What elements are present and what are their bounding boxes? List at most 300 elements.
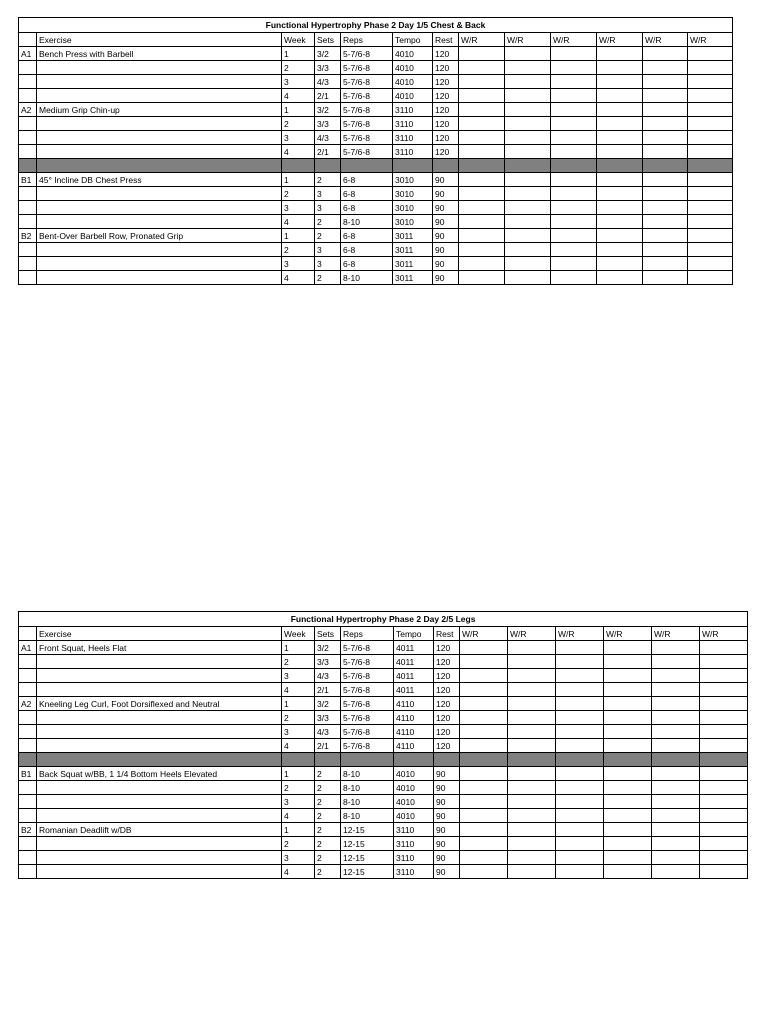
table-cell xyxy=(341,753,394,767)
weight-reps-cell[interactable] xyxy=(459,243,505,257)
weight-reps-cell[interactable] xyxy=(652,655,700,669)
weight-reps-cell[interactable] xyxy=(556,865,604,879)
weight-reps-cell[interactable] xyxy=(643,47,688,61)
table-cell xyxy=(341,159,393,173)
column-header: Exercise xyxy=(37,33,282,47)
weight-reps-cell[interactable] xyxy=(688,229,733,243)
weight-reps-cell[interactable] xyxy=(652,809,700,823)
weight-reps-cell[interactable] xyxy=(460,683,508,697)
weight-reps-cell[interactable] xyxy=(508,669,556,683)
weight-reps-cell[interactable] xyxy=(556,683,604,697)
weight-reps-cell[interactable] xyxy=(505,117,551,131)
weight-reps-cell[interactable] xyxy=(459,47,505,61)
weight-reps-cell[interactable] xyxy=(459,61,505,75)
weight-reps-cell[interactable] xyxy=(556,809,604,823)
weight-reps-cell[interactable] xyxy=(508,683,556,697)
table-cell: Kneeling Leg Curl, Foot Dorsiflexed and Neutral xyxy=(37,697,282,711)
weight-reps-cell[interactable] xyxy=(643,215,688,229)
weight-reps-cell[interactable] xyxy=(459,159,505,173)
weight-reps-cell[interactable] xyxy=(643,131,688,145)
weight-reps-cell[interactable] xyxy=(700,697,748,711)
weight-reps-cell[interactable] xyxy=(459,187,505,201)
weight-reps-cell[interactable] xyxy=(556,837,604,851)
table-cell xyxy=(37,711,282,725)
weight-reps-cell[interactable] xyxy=(460,767,508,781)
column-header: Week xyxy=(282,627,315,641)
weight-reps-cell[interactable] xyxy=(700,641,748,655)
weight-reps-cell[interactable] xyxy=(459,145,505,159)
weight-reps-cell[interactable] xyxy=(700,823,748,837)
weight-reps-cell[interactable] xyxy=(508,739,556,753)
weight-reps-cell[interactable] xyxy=(551,131,597,145)
weight-reps-cell[interactable] xyxy=(551,103,597,117)
weight-reps-cell[interactable] xyxy=(643,201,688,215)
weight-reps-cell[interactable] xyxy=(597,117,643,131)
weight-reps-cell[interactable] xyxy=(688,243,733,257)
table-cell xyxy=(19,117,37,131)
table-cell: 120 xyxy=(434,641,460,655)
table-cell: 5-7/6-8 xyxy=(341,47,393,61)
weight-reps-cell[interactable] xyxy=(643,243,688,257)
table-cell: 4011 xyxy=(394,641,434,655)
weight-reps-cell[interactable] xyxy=(652,669,700,683)
weight-reps-cell[interactable] xyxy=(459,229,505,243)
weight-reps-cell[interactable] xyxy=(551,75,597,89)
weight-reps-cell[interactable] xyxy=(700,739,748,753)
weight-reps-cell[interactable] xyxy=(459,117,505,131)
table-cell: 1 xyxy=(282,229,315,243)
weight-reps-cell[interactable] xyxy=(643,187,688,201)
table-cell: 3110 xyxy=(394,823,434,837)
weight-reps-cell[interactable] xyxy=(508,641,556,655)
table-cell: 4010 xyxy=(393,89,433,103)
table-cell: 90 xyxy=(434,823,460,837)
table-cell: 6-8 xyxy=(341,243,393,257)
weight-reps-cell[interactable] xyxy=(643,75,688,89)
weight-reps-cell[interactable] xyxy=(597,103,643,117)
weight-reps-cell[interactable] xyxy=(508,725,556,739)
weight-reps-cell[interactable] xyxy=(460,809,508,823)
weight-reps-cell[interactable] xyxy=(700,809,748,823)
table-cell xyxy=(19,795,37,809)
weight-reps-cell[interactable] xyxy=(508,851,556,865)
table-cell: 6-8 xyxy=(341,173,393,187)
weight-reps-cell[interactable] xyxy=(700,669,748,683)
weight-reps-cell[interactable] xyxy=(505,47,551,61)
weight-reps-cell[interactable] xyxy=(505,131,551,145)
weight-reps-cell[interactable] xyxy=(460,711,508,725)
table-cell: 120 xyxy=(433,131,459,145)
table-cell: Back Squat w/BB, 1 1/4 Bottom Heels Elevated xyxy=(37,767,282,781)
weight-reps-cell[interactable] xyxy=(688,145,733,159)
weight-reps-cell[interactable] xyxy=(597,173,643,187)
weight-reps-cell[interactable] xyxy=(688,201,733,215)
table-row xyxy=(19,711,748,725)
weight-reps-cell[interactable] xyxy=(556,711,604,725)
weight-reps-cell[interactable] xyxy=(508,837,556,851)
table-cell: 3/2 xyxy=(315,641,341,655)
weight-reps-cell[interactable] xyxy=(556,641,604,655)
weight-reps-cell[interactable] xyxy=(604,725,652,739)
weight-reps-cell[interactable] xyxy=(700,795,748,809)
weight-reps-cell[interactable] xyxy=(556,739,604,753)
weight-reps-cell[interactable] xyxy=(652,865,700,879)
weight-reps-cell[interactable] xyxy=(688,131,733,145)
weight-reps-cell[interactable] xyxy=(505,61,551,75)
weight-reps-cell[interactable] xyxy=(460,781,508,795)
weight-reps-cell[interactable] xyxy=(508,711,556,725)
weight-reps-cell[interactable] xyxy=(505,89,551,103)
table-cell: 90 xyxy=(433,257,459,271)
table-cell: 5-7/6-8 xyxy=(341,641,394,655)
weight-reps-cell[interactable] xyxy=(652,767,700,781)
weight-reps-cell[interactable] xyxy=(505,271,551,285)
weight-reps-cell[interactable] xyxy=(643,271,688,285)
table-cell xyxy=(19,257,37,271)
table-row xyxy=(19,851,748,865)
weight-reps-cell[interactable] xyxy=(597,61,643,75)
weight-reps-cell[interactable] xyxy=(604,851,652,865)
weight-reps-cell[interactable] xyxy=(688,117,733,131)
weight-reps-cell[interactable] xyxy=(643,229,688,243)
weight-reps-cell[interactable] xyxy=(551,201,597,215)
weight-reps-cell[interactable] xyxy=(556,823,604,837)
weight-reps-cell[interactable] xyxy=(556,781,604,795)
weight-reps-cell[interactable] xyxy=(505,75,551,89)
weight-reps-cell[interactable] xyxy=(688,257,733,271)
table-cell: 3010 xyxy=(393,187,433,201)
weight-reps-cell[interactable] xyxy=(652,641,700,655)
weight-reps-cell[interactable] xyxy=(551,215,597,229)
table-cell: 90 xyxy=(434,781,460,795)
table-cell xyxy=(282,159,315,173)
weight-reps-cell[interactable] xyxy=(688,215,733,229)
weight-reps-cell[interactable] xyxy=(700,865,748,879)
weight-reps-cell[interactable] xyxy=(460,641,508,655)
table-cell: 3 xyxy=(282,725,315,739)
weight-reps-cell[interactable] xyxy=(459,201,505,215)
weight-reps-cell[interactable] xyxy=(508,781,556,795)
weight-reps-cell[interactable] xyxy=(460,697,508,711)
weight-reps-cell[interactable] xyxy=(459,173,505,187)
weight-reps-cell[interactable] xyxy=(597,145,643,159)
table-row xyxy=(19,61,733,75)
weight-reps-cell[interactable] xyxy=(604,655,652,669)
table-cell xyxy=(394,753,434,767)
weight-reps-cell[interactable] xyxy=(551,257,597,271)
weight-reps-cell[interactable] xyxy=(460,865,508,879)
weight-reps-cell[interactable] xyxy=(460,725,508,739)
weight-reps-cell[interactable] xyxy=(688,89,733,103)
table-cell xyxy=(19,669,37,683)
weight-reps-cell[interactable] xyxy=(688,187,733,201)
weight-reps-cell[interactable] xyxy=(508,655,556,669)
weight-reps-cell[interactable] xyxy=(505,187,551,201)
weight-reps-cell[interactable] xyxy=(700,753,748,767)
weight-reps-cell[interactable] xyxy=(688,75,733,89)
table-cell: 90 xyxy=(434,767,460,781)
table-row xyxy=(19,809,748,823)
weight-reps-cell[interactable] xyxy=(700,683,748,697)
weight-reps-cell[interactable] xyxy=(597,159,643,173)
table-row xyxy=(19,669,748,683)
weight-reps-cell[interactable] xyxy=(460,753,508,767)
weight-reps-cell[interactable] xyxy=(508,767,556,781)
weight-reps-cell[interactable] xyxy=(551,173,597,187)
weight-reps-cell[interactable] xyxy=(688,173,733,187)
weight-reps-cell[interactable] xyxy=(505,243,551,257)
weight-reps-cell[interactable] xyxy=(556,795,604,809)
table-cell: 3/2 xyxy=(315,103,341,117)
table-cell: 2 xyxy=(282,187,315,201)
weight-reps-cell[interactable] xyxy=(508,809,556,823)
weight-reps-cell[interactable] xyxy=(508,865,556,879)
weight-reps-cell[interactable] xyxy=(459,271,505,285)
weight-reps-cell[interactable] xyxy=(556,669,604,683)
weight-reps-cell[interactable] xyxy=(508,753,556,767)
table-row xyxy=(19,655,748,669)
column-header: Exercise xyxy=(37,627,282,641)
weight-reps-cell[interactable] xyxy=(459,131,505,145)
weight-reps-cell[interactable] xyxy=(556,655,604,669)
table-cell: 3 xyxy=(282,131,315,145)
weight-reps-cell[interactable] xyxy=(551,47,597,61)
weight-reps-cell[interactable] xyxy=(460,795,508,809)
table-cell: 3 xyxy=(282,851,315,865)
weight-reps-cell[interactable] xyxy=(604,739,652,753)
weight-reps-cell[interactable] xyxy=(460,851,508,865)
weight-reps-cell[interactable] xyxy=(460,837,508,851)
weight-reps-cell[interactable] xyxy=(652,823,700,837)
weight-reps-cell[interactable] xyxy=(551,117,597,131)
weight-reps-cell[interactable] xyxy=(551,187,597,201)
workout-table-day2 xyxy=(18,611,748,879)
table-title-row xyxy=(19,18,733,33)
weight-reps-cell[interactable] xyxy=(597,215,643,229)
table-cell: A1 xyxy=(19,47,37,61)
weight-reps-cell[interactable] xyxy=(597,257,643,271)
weight-reps-cell[interactable] xyxy=(643,89,688,103)
weight-reps-cell[interactable] xyxy=(505,103,551,117)
column-header: Tempo xyxy=(393,33,433,47)
weight-reps-cell[interactable] xyxy=(604,641,652,655)
weight-reps-cell[interactable] xyxy=(700,711,748,725)
table-cell: 120 xyxy=(433,89,459,103)
weight-reps-cell[interactable] xyxy=(652,711,700,725)
table-cell xyxy=(37,61,282,75)
weight-reps-cell[interactable] xyxy=(459,75,505,89)
column-header: Week xyxy=(282,33,315,47)
table-cell: 90 xyxy=(434,837,460,851)
table-cell xyxy=(37,89,282,103)
table-cell: 3 xyxy=(282,257,315,271)
weight-reps-cell[interactable] xyxy=(460,823,508,837)
weight-reps-cell[interactable] xyxy=(597,243,643,257)
weight-reps-cell[interactable] xyxy=(652,753,700,767)
weight-reps-cell[interactable] xyxy=(700,781,748,795)
weight-reps-cell[interactable] xyxy=(643,61,688,75)
weight-reps-cell[interactable] xyxy=(652,697,700,711)
weight-reps-cell[interactable] xyxy=(604,781,652,795)
weight-reps-cell[interactable] xyxy=(459,103,505,117)
table-cell xyxy=(19,837,37,851)
table-row xyxy=(19,271,733,285)
table-cell: 90 xyxy=(434,865,460,879)
table-cell: 3/3 xyxy=(315,655,341,669)
table-cell: 5-7/6-8 xyxy=(341,145,393,159)
weight-reps-cell[interactable] xyxy=(505,145,551,159)
weight-reps-cell[interactable] xyxy=(597,131,643,145)
weight-reps-cell[interactable] xyxy=(505,201,551,215)
weight-reps-cell[interactable] xyxy=(688,103,733,117)
weight-reps-cell[interactable] xyxy=(604,669,652,683)
table-cell: 3110 xyxy=(393,145,433,159)
weight-reps-cell[interactable] xyxy=(688,271,733,285)
table-cell xyxy=(37,809,282,823)
weight-reps-cell[interactable] xyxy=(505,159,551,173)
table-cell xyxy=(19,781,37,795)
weight-reps-cell[interactable] xyxy=(597,201,643,215)
weight-reps-cell[interactable] xyxy=(700,767,748,781)
weight-reps-cell[interactable] xyxy=(652,725,700,739)
weight-reps-cell[interactable] xyxy=(652,781,700,795)
weight-reps-cell[interactable] xyxy=(604,753,652,767)
weight-reps-cell[interactable] xyxy=(604,823,652,837)
weight-reps-cell[interactable] xyxy=(556,725,604,739)
weight-reps-cell[interactable] xyxy=(556,753,604,767)
table-cell: 120 xyxy=(434,739,460,753)
weight-reps-cell[interactable] xyxy=(652,683,700,697)
weight-reps-cell[interactable] xyxy=(604,809,652,823)
weight-reps-cell[interactable] xyxy=(643,159,688,173)
weight-reps-cell[interactable] xyxy=(604,767,652,781)
table-row xyxy=(19,767,748,781)
table-cell: 2 xyxy=(315,823,341,837)
weight-reps-cell[interactable] xyxy=(643,173,688,187)
column-header: Reps xyxy=(341,627,394,641)
weight-reps-cell[interactable] xyxy=(604,865,652,879)
weight-reps-cell[interactable] xyxy=(551,229,597,243)
table-cell: Front Squat, Heels Flat xyxy=(37,641,282,655)
weight-reps-cell[interactable] xyxy=(551,89,597,103)
table-cell xyxy=(393,159,433,173)
weight-reps-cell[interactable] xyxy=(556,851,604,865)
weight-reps-cell[interactable] xyxy=(688,159,733,173)
weight-reps-cell[interactable] xyxy=(604,795,652,809)
table-cell: 90 xyxy=(433,229,459,243)
table-cell xyxy=(37,865,282,879)
weight-reps-cell[interactable] xyxy=(459,89,505,103)
table-cell: 2/1 xyxy=(315,145,341,159)
weight-reps-cell[interactable] xyxy=(604,837,652,851)
weight-reps-cell[interactable] xyxy=(551,159,597,173)
table-cell xyxy=(19,131,37,145)
weight-reps-cell[interactable] xyxy=(505,229,551,243)
table-cell: 3011 xyxy=(393,257,433,271)
weight-reps-cell[interactable] xyxy=(459,257,505,271)
weight-reps-cell[interactable] xyxy=(551,271,597,285)
weight-reps-cell[interactable] xyxy=(597,271,643,285)
table-cell: 3011 xyxy=(393,243,433,257)
weight-reps-cell[interactable] xyxy=(597,75,643,89)
weight-reps-cell[interactable] xyxy=(643,117,688,131)
table-cell: 2 xyxy=(315,781,341,795)
weight-reps-cell[interactable] xyxy=(652,795,700,809)
table-cell: 2 xyxy=(282,243,315,257)
table-cell: 2 xyxy=(315,795,341,809)
weight-reps-cell[interactable] xyxy=(551,243,597,257)
header-row xyxy=(19,33,733,47)
table-row xyxy=(19,683,748,697)
weight-reps-cell[interactable] xyxy=(597,229,643,243)
weight-reps-cell[interactable] xyxy=(643,257,688,271)
weight-reps-cell[interactable] xyxy=(643,145,688,159)
table-cell: 4011 xyxy=(394,683,434,697)
weight-reps-cell[interactable] xyxy=(508,823,556,837)
weight-reps-cell[interactable] xyxy=(597,89,643,103)
weight-reps-cell[interactable] xyxy=(460,655,508,669)
table-cell: 2 xyxy=(282,61,315,75)
weight-reps-cell[interactable] xyxy=(505,257,551,271)
table-cell xyxy=(19,187,37,201)
weight-reps-cell[interactable] xyxy=(505,173,551,187)
column-header: Rest xyxy=(434,627,460,641)
weight-reps-cell[interactable] xyxy=(652,851,700,865)
weight-reps-cell[interactable] xyxy=(652,739,700,753)
weight-reps-cell[interactable] xyxy=(508,795,556,809)
weight-reps-cell[interactable] xyxy=(551,145,597,159)
table-cell: 2/1 xyxy=(315,739,341,753)
table-cell: 5-7/6-8 xyxy=(341,655,394,669)
table-cell xyxy=(37,145,282,159)
weight-reps-cell[interactable] xyxy=(556,767,604,781)
table-row xyxy=(19,257,733,271)
weight-reps-cell[interactable] xyxy=(700,655,748,669)
weight-reps-cell[interactable] xyxy=(700,725,748,739)
table-cell: 3 xyxy=(282,75,315,89)
table-cell: 2 xyxy=(315,215,341,229)
weight-reps-cell[interactable] xyxy=(597,187,643,201)
weight-reps-cell[interactable] xyxy=(652,837,700,851)
weight-reps-cell[interactable] xyxy=(597,47,643,61)
weight-reps-cell[interactable] xyxy=(460,739,508,753)
table-cell: 3/2 xyxy=(315,697,341,711)
weight-reps-cell[interactable] xyxy=(688,61,733,75)
weight-reps-cell[interactable] xyxy=(551,61,597,75)
table-cell: 5-7/6-8 xyxy=(341,75,393,89)
weight-reps-cell[interactable] xyxy=(700,837,748,851)
weight-reps-cell[interactable] xyxy=(460,669,508,683)
weight-reps-cell[interactable] xyxy=(505,215,551,229)
column-header: W/R xyxy=(459,33,505,47)
table-cell: 5-7/6-8 xyxy=(341,103,393,117)
weight-reps-cell[interactable] xyxy=(604,711,652,725)
weight-reps-cell[interactable] xyxy=(556,697,604,711)
weight-reps-cell[interactable] xyxy=(604,697,652,711)
table-cell xyxy=(37,201,282,215)
weight-reps-cell[interactable] xyxy=(604,683,652,697)
weight-reps-cell[interactable] xyxy=(700,851,748,865)
weight-reps-cell[interactable] xyxy=(459,215,505,229)
table-cell xyxy=(37,271,282,285)
table-cell: 90 xyxy=(433,243,459,257)
table-cell: 3 xyxy=(315,257,341,271)
table-cell: 6-8 xyxy=(341,187,393,201)
weight-reps-cell[interactable] xyxy=(643,103,688,117)
table-cell: A2 xyxy=(19,103,37,117)
weight-reps-cell[interactable] xyxy=(688,47,733,61)
weight-reps-cell[interactable] xyxy=(508,697,556,711)
